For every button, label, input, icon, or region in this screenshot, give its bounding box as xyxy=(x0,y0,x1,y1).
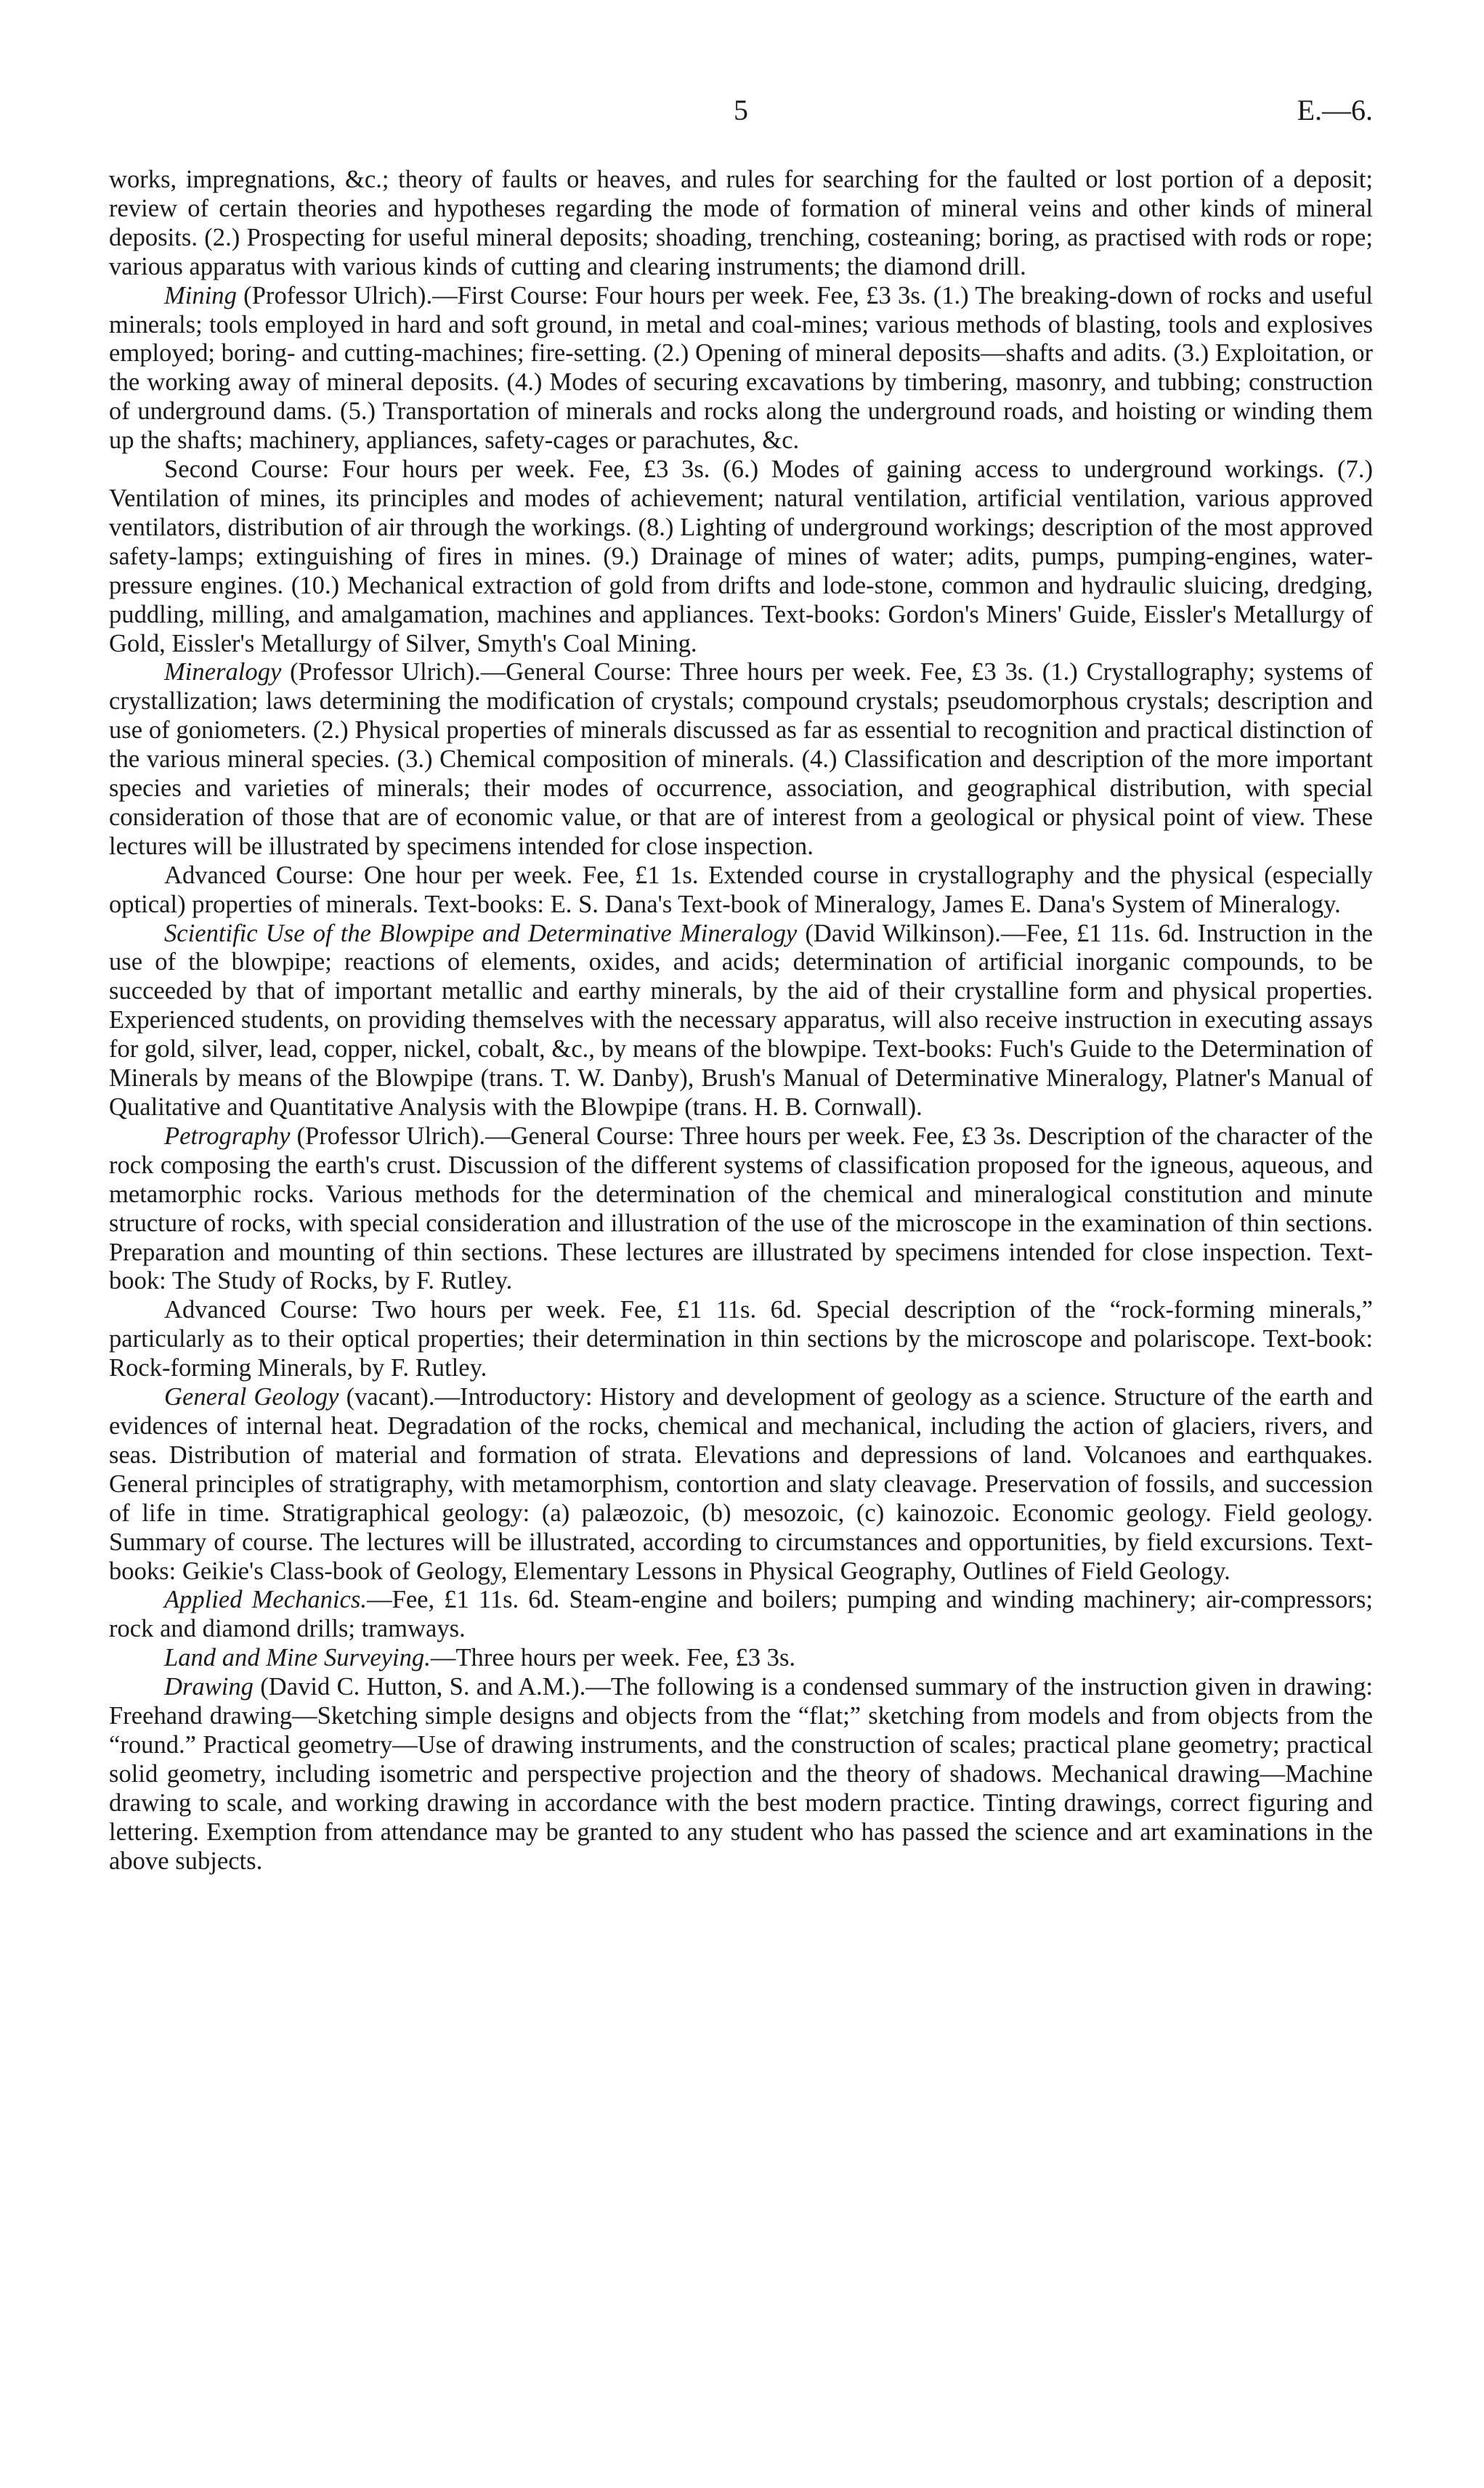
subject-title: Drawing xyxy=(164,1673,254,1701)
paragraph-deposits-continued xyxy=(109,166,1373,282)
paragraph-text: (Professor Ulrich).—General Course: Three hours per week. Fee, £3 3s. Description of the character of the rock composing the earth's crust. Discussion of the different systems of classification proposed for the igneous, aqueous, and metamorphic rocks. Various methods for the determination of the chemical and mineralogical constitution and minute structure of rocks, with special consideration and illustration of the use of the microscope in the examination of thin sections. Preparation and mounting of thin sections. These lectures are illustrated by specimens intended for close inspection. Text-book: The Study of Rocks, by F. Rutley. xyxy=(109,1122,1373,1295)
paragraph-text: Second Course: Four hours per week. Fee, £3 3s. (6.) Modes of gaining access to underground workings. (7.) Ventilation of mines, its principles and modes of achievement; natural ventilation, artificial ventilation, various approved ventilators, distribution of air through the workings. (8.) Lighting of underground workings; description of the most approved safety-lamps; extinguishing of fires in mines. (9.) Drainage of mines of water; adits, pumps, pumping-engines, water-pressure engines. (10.) Mechanical extraction of gold from drifts and lode-stone, common and hydraulic sluicing, dredging, puddling, milling, and amalgamation, machines and appliances. Text-books: Gordon's Miners' Guide, Eissler's Metallurgy of Gold, Eissler's Metallurgy of Silver, Smyth's Coal Mining. xyxy=(109,455,1373,657)
subject-title: Mineralogy xyxy=(164,658,282,686)
paragraph-text: —Three hours per week. Fee, £3 3s. xyxy=(430,1644,796,1672)
paragraph-drawing xyxy=(109,1673,1373,1876)
paragraph-text: works, impregnations, &c.; theory of faults or heaves, and rules for searching for the faulted or lost portion of a deposit; review of certain theories and hypotheses regarding the mode of formation of mineral veins and other kinds of mineral deposits. (2.) Prospecting for useful mineral deposits; shoading, trenching, costeaning; boring, as practised with rods or rope; various apparatus with various kinds of cutting and clearing instruments; the diamond drill. xyxy=(109,166,1373,280)
paragraph-text: (Professor Ulrich).—General Course: Three hours per week. Fee, £3 3s. (1.) Crystallography; systems of crystallization; laws determining the modification of crystals; compound crystals; pseudomorphous crystals; description and use of goniometers. (2.) Physical properties of minerals discussed as far as essential to recognition and practical distinction of the various mineral species. (3.) Chemical composition of minerals. (4.) Classification and description of the more important species and varieties of minerals; their modes of occurrence, association, and geographical distribution, with special consideration of those that are of economic value, or that are of interest from a geological or physical point of view. These lectures will be illustrated by specimens intended for close inspection. xyxy=(109,658,1373,860)
paragraph-text: (David Wilkinson).—Fee, £1 11s. 6d. Instruction in the use of the blowpipe; reactions of elements, oxides, and acids; determination of artificial inorganic compounds, to be succeeded by that of important metallic and earthy minerals, by the aid of their crystalline form and physical properties. Experienced students, on providing themselves with the necessary apparatus, will also receive instruction in executing assays for gold, silver, lead, copper, nickel, cobalt, &c., by means of the blowpipe. Text-books: Fuch's Guide to the Determination of Minerals by means of the Blowpipe (trans. T. W. Danby), Brush's Manual of Determinative Mineralogy, Platner's Manual of Qualitative and Quantitative Analysis with the Blowpipe (trans. H. B. Cornwall). xyxy=(109,919,1373,1121)
subject-title: Petrography xyxy=(164,1122,291,1150)
subject-title: Land and Mine Surveying. xyxy=(164,1644,431,1672)
paragraph-mineralogy-advanced xyxy=(109,862,1373,920)
paragraph-text: (David C. Hutton, S. and A.M.).—The following is a condensed summary of the instruction given in drawing: Freehand drawing—Sketching simple designs and objects from the “flat;” sketching from models and from objects from the “round.” Practical geometry—Use of drawing instruments, and the construction of scales; practical plane geometry; practical solid geometry, including isometric and perspective projection and the theory of shadows. Mechanical drawing—Machine drawing to scale, and working drawing in accordance with the best modern practice. Tinting drawings, correct figuring and lettering. Exemption from attendance may be granted to any student who has passed the science and art examinations in the above subjects. xyxy=(109,1673,1373,1875)
subject-title: Applied Mechanics. xyxy=(164,1586,368,1614)
paragraph-petrography xyxy=(109,1122,1373,1296)
subject-title: Scientific Use of the Blowpipe and Determinative Mineralogy xyxy=(164,919,798,947)
subject-title: Mining xyxy=(164,281,237,309)
subject-title: General Geology xyxy=(164,1383,339,1411)
body-text xyxy=(109,166,1373,1876)
paragraph-petrography-advanced xyxy=(109,1296,1373,1383)
page-number: 5 xyxy=(734,94,748,126)
paragraph-applied-mechanics xyxy=(109,1586,1373,1644)
document-reference: E.—6. xyxy=(1297,94,1373,126)
paragraph-text: (Professor Ulrich).—First Course: Four hours per week. Fee, £3 3s. (1.) The breaking-down of rocks and useful minerals; tools employed in hard and soft ground, in metal and coal-mines; various methods of blasting, tools and explosives employed; boring- and cutting-machines; fire-setting. (2.) Opening of mineral deposits—shafts and adits. (3.) Exploitation, or the working away of mineral deposits. (4.) Modes of securing excavations by timbering, masonry, and tubbing; construction of underground dams. (5.) Transportation of minerals and rocks along the underground roads, and hoisting or winding them up the shafts; machinery, appliances, safety-cages or parachutes, &c. xyxy=(109,281,1373,455)
paragraph-text: —Fee, £1 11s. 6d. Steam-engine and boilers; pumping and winding machinery; air-compressors; rock and diamond drills; tramways. xyxy=(109,1586,1373,1643)
paragraph-text: Advanced Course: One hour per week. Fee, £1 1s. Extended course in crystallography and the physical (especially optical) properties of minerals. Text-books: E. S. Dana's Text-book of Mineralogy, James E. Dana's System of Mineralogy. xyxy=(109,861,1373,918)
paragraph-general-geology xyxy=(109,1383,1373,1586)
paragraph-text: Advanced Course: Two hours per week. Fee, £1 11s. 6d. Special description of the “rock-forming minerals,” particularly as to their optical properties; their determination in thin sections by the microscope and polariscope. Text-book: Rock-forming Minerals, by F. Rutley. xyxy=(109,1296,1373,1382)
page-header xyxy=(109,93,1373,137)
paragraph-mining-second-course xyxy=(109,455,1373,658)
paragraph-text: (vacant).—Introductory: History and development of geology as a science. Structure of the earth and evidences of internal heat. Degradation of the rocks, chemical and mechanical, including the action of glaciers, rivers, and seas. Distribution of material and formation of strata. Elevations and depressions of land. Volcanoes and earthquakes. General principles of stratigraphy, with metamorphism, contortion and slaty cleavage. Preservation of fossils, and succession of life in time. Stratigraphical geology: (a) palæozoic, (b) mesozoic, (c) kainozoic. Economic geology. Field geology. Summary of course. The lectures will be illustrated, according to circumstances and opportunities, by field excursions. Text-books: Geikie's Class-book of Geology, Elementary Lessons in Physical Geography, Outlines of Field Geology. xyxy=(109,1383,1374,1585)
paragraph-mineralogy xyxy=(109,658,1373,861)
paragraph-surveying xyxy=(109,1644,1373,1673)
paragraph-blowpipe xyxy=(109,920,1373,1122)
paragraph-mining xyxy=(109,282,1373,455)
